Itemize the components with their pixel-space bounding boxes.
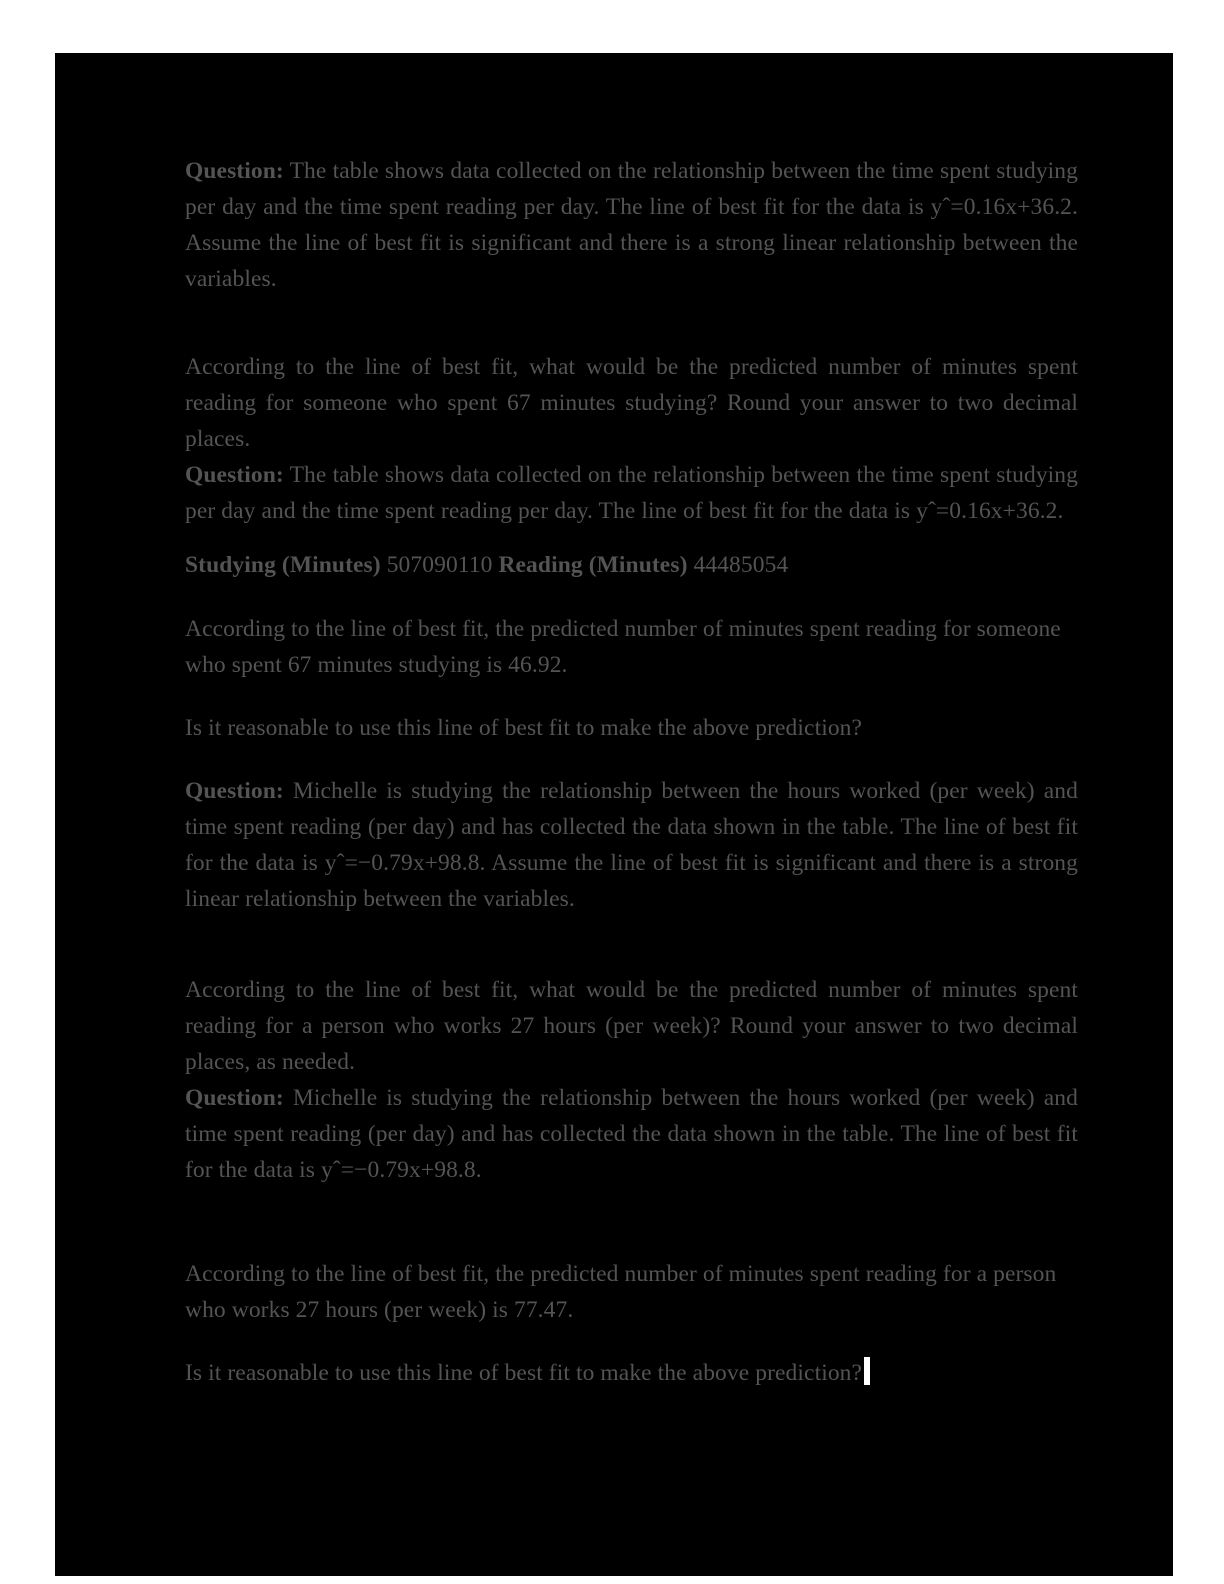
paragraph-text: According to the line of best fit, what would be the predicted number of minutes spent reading for someone who spent 67 minutes studying? Round your answer to two decimal places. [185,354,1078,452]
paragraph-text: The table shows data collected on the relationship between the time spent studying per day and the time spent reading per day. The line of best fit for the data is yˆ=0.16x+36.2. [185,462,1078,524]
paragraph-text: Is it reasonable to use this line of best fit to make the above prediction? [185,1360,863,1386]
paragraph-prompt-2 [185,972,1078,1080]
paragraph-prompt-1 [185,349,1078,457]
paragraph-question-2-repeat [185,1080,1078,1188]
paragraph-table-data [185,547,1078,583]
paragraph-answer-2 [185,1256,1078,1328]
paragraph-question-1-repeat [185,457,1078,529]
paragraph-text: According to the line of best fit, the predicted number of minutes spent reading for someone who spent 67 minutes studying is 46.92. [185,616,1061,678]
paragraph-question-2 [185,773,1078,917]
paragraph-text: Michelle is studying the relationship between the hours worked (per week) and time spent reading (per day) and has collected the data shown in the table. The line of best fit for the data is yˆ=−0.79x+98.8. Assume the line of best fit is significant and there is a strong linear relationship between the variables. [185,778,1078,912]
question-label: Question: [185,778,284,804]
studying-minutes-label: Studying (Minutes) [185,552,381,578]
paragraph-followup-1 [185,710,1078,746]
paragraph-question-1 [185,153,1078,297]
reading-minutes-values: 44485054 [687,552,789,578]
paragraph-answer-1 [185,611,1078,683]
paragraph-text: Michelle is studying the relationship between the hours worked (per week) and time spent reading (per day) and has collected the data shown in the table. The line of best fit for the data is yˆ=−0.79x+98.8. [185,1085,1078,1183]
paragraph-followup-2 [185,1355,1078,1391]
paragraph-text: According to the line of best fit, the predicted number of minutes spent reading for a person who works 27 hours (per week) is 77.47. [185,1261,1057,1323]
reading-minutes-label: Reading (Minutes) [498,552,688,578]
paragraph-text: Is it reasonable to use this line of best fit to make the above prediction? [185,715,863,741]
document-edit-surface[interactable] [55,53,1173,1576]
question-label: Question: [185,1085,284,1111]
text-cursor [864,1357,870,1385]
question-label: Question: [185,158,284,184]
question-label: Question: [185,462,284,488]
studying-minutes-values: 507090110 [380,552,499,578]
paragraph-text: The table shows data collected on the relationship between the time spent studying per day and the time spent reading per day. The line of best fit for the data is yˆ=0.16x+36.2. Assume the line of best fit is significant and there is a strong linear relationship between the variables. [185,158,1078,292]
paragraph-text: According to the line of best fit, what would be the predicted number of minutes spent reading for a person who works 27 hours (per week)? Round your answer to two decimal places, as needed. [185,977,1078,1075]
